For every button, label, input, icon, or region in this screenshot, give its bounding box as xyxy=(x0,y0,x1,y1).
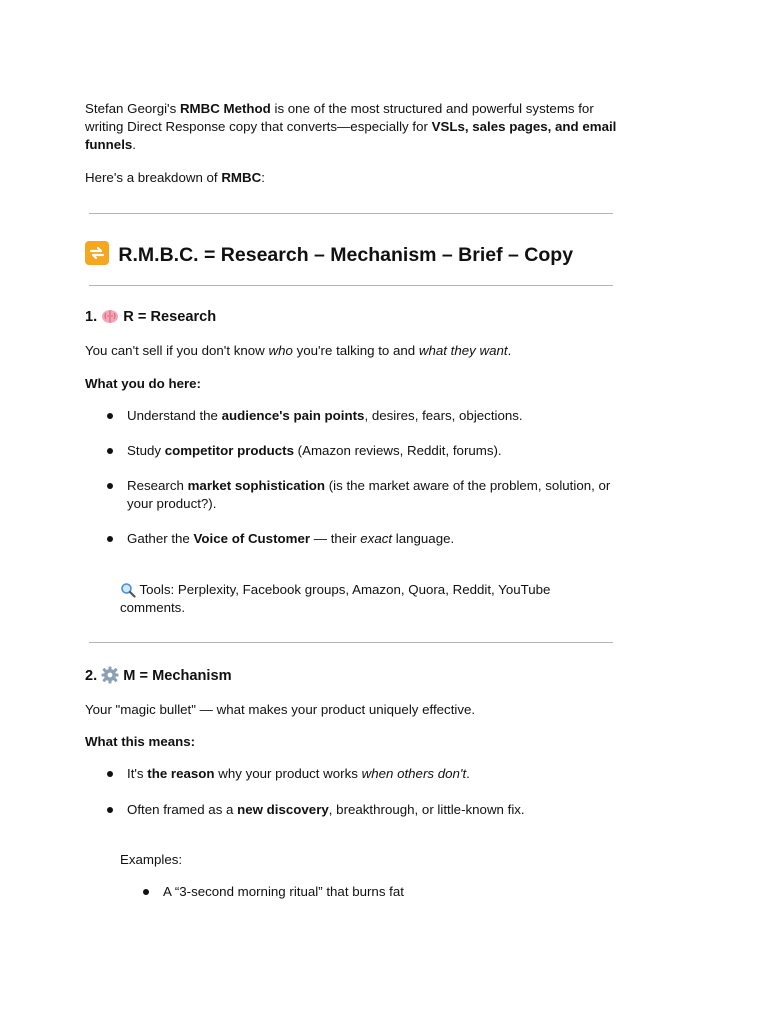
repeat-arrows-icon xyxy=(85,241,109,271)
gear-icon xyxy=(101,666,119,690)
list-item: Research market sophistication (is the market aware of the problem, solution, or xyxy=(127,478,611,493)
intro-line-3: funnels. xyxy=(85,137,136,152)
section-heading-research: 1. R = Research xyxy=(85,307,216,331)
divider xyxy=(89,213,613,214)
bullet xyxy=(107,771,113,777)
section1-subhead: What you do here: xyxy=(85,376,201,391)
bullet xyxy=(107,413,113,419)
list-item: Gather the Voice of Customer — their exact language. xyxy=(127,531,455,546)
bullet xyxy=(107,483,113,489)
divider xyxy=(89,285,613,286)
list-item: It's the reason why your product works when others don't. xyxy=(127,766,470,781)
divider xyxy=(89,642,613,643)
list-item-example: A “3-second morning ritual” that burns fat xyxy=(163,884,404,899)
brain-icon xyxy=(101,307,119,331)
intro-line-1: Stefan Georgi's RMBC Method is one of the most structured and powerful systems for xyxy=(85,101,594,116)
page-title: R.M.B.C. = Research – Mechanism – Brief – Copy xyxy=(85,241,573,271)
section2-lead: Your "magic bullet" — what makes your product uniquely effective. xyxy=(85,702,476,717)
examples-label: Examples: xyxy=(120,852,183,867)
intro-line-2: writing Direct Response copy that converts—especially for VSLs, sales pages, and email xyxy=(85,119,617,134)
intro-breakdown: Here's a breakdown of RMBC: xyxy=(85,170,265,185)
section-heading-mechanism: 2. M = Mechanism xyxy=(85,666,232,690)
list-item: Understand the audience's pain points, desires, fears, objections. xyxy=(127,408,523,423)
bullet xyxy=(107,536,113,542)
list-item: Study competitor products (Amazon reviews, Reddit, forums). xyxy=(127,443,502,458)
list-item: Often framed as a new discovery, breakthrough, or little-known fix. xyxy=(127,802,525,817)
tools-note-continuation: comments. xyxy=(120,600,186,615)
section1-lead: You can't sell if you don't know who you're talking to and what they want. xyxy=(85,343,512,358)
section2-subhead: What this means: xyxy=(85,734,196,749)
list-item-continuation: your product?). xyxy=(127,496,217,511)
tools-note: Tools: Perplexity, Facebook groups, Amazon, Quora, Reddit, YouTube xyxy=(120,581,550,603)
bullet xyxy=(107,807,113,813)
bullet xyxy=(143,889,149,895)
bullet xyxy=(107,448,113,454)
